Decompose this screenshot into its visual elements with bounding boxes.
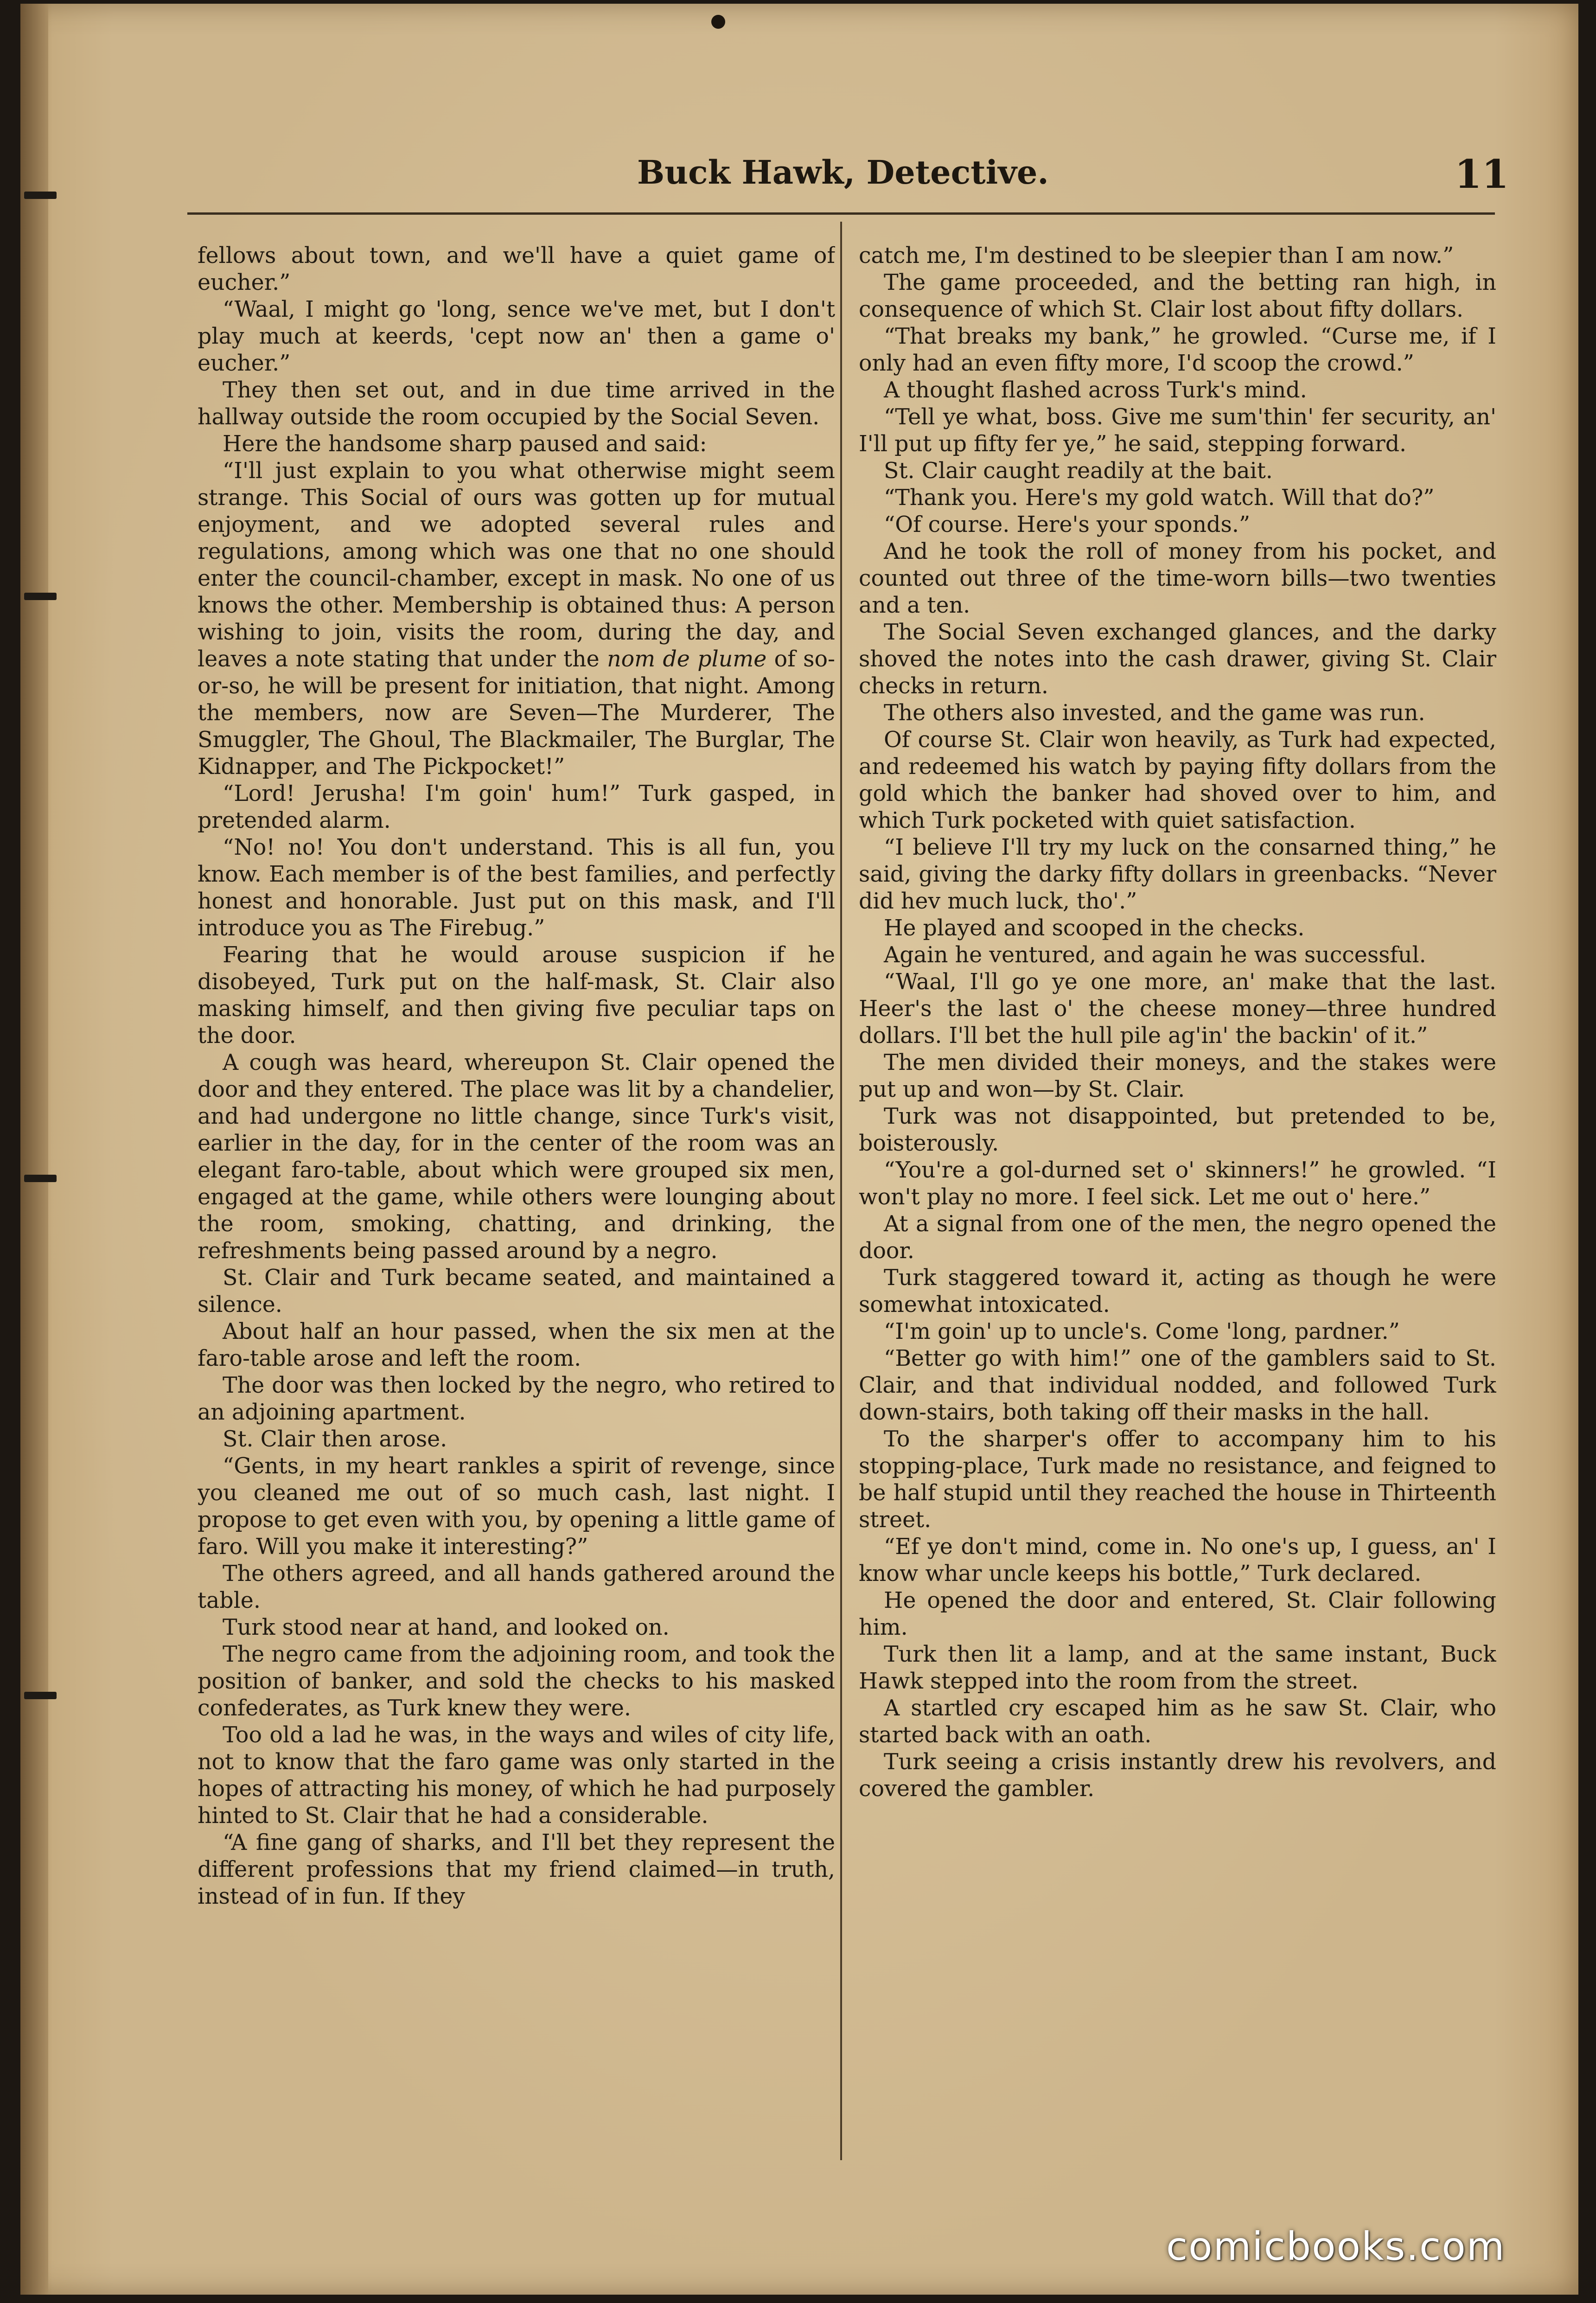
paragraph: A startled cry escaped him as he saw St. Clair, who started back with an oath.: [859, 1695, 1496, 1748]
paragraph: He opened the door and entered, St. Clair following him.: [859, 1588, 1496, 1640]
ink-spot: [711, 15, 725, 29]
paragraph: “Waal, I might go 'long, sence we've met, but I don't play much at keerds, 'cept now an' then a game o' eucher.”: [198, 297, 835, 376]
paragraph: catch me, I'm destined to be sleepier than I am now.”: [859, 243, 1454, 269]
paragraph: “You're a gol-durned set o' skinners!” he growled. “I won't play no more. I feel sick. Let me out o' here.”: [859, 1158, 1496, 1210]
paragraph: The Social Seven exchanged glances, and the darky shoved the notes into the cash drawer, giving St. Clair checks in return.: [859, 620, 1496, 699]
magazine-page: [20, 4, 1578, 2295]
paragraph: The door was then locked by the negro, who retired to an adjoining apartment.: [198, 1373, 835, 1425]
paragraph: Turk then lit a lamp, and at the same instant, Buck Hawk stepped into the room from the street.: [859, 1642, 1496, 1694]
paragraph: “I'm goin' up to uncle's. Come 'long, pardner.”: [884, 1319, 1400, 1344]
italic-phrase: nom de plume: [607, 646, 767, 672]
paragraph: St. Clair then arose.: [223, 1427, 447, 1452]
paragraph: The others agreed, and all hands gathered around the table.: [198, 1561, 835, 1613]
paragraph: “That breaks my bank,” he growled. “Curse me, if I only had an even fifty more, I'd scoop the crowd.”: [859, 324, 1496, 376]
staple-mark: [24, 192, 57, 199]
paragraph: Turk seeing a crisis instantly drew his revolvers, and covered the gambler.: [859, 1749, 1496, 1802]
paragraph: “Ef ye don't mind, come in. No one's up, I guess, an' I know whar uncle keeps his bottle,” Turk declared.: [859, 1534, 1496, 1587]
staple-mark: [24, 1692, 57, 1699]
paragraph: To the sharper's offer to accompany him to his stopping-place, Turk made no resistance, and feigned to be half stupid until they reached the house in Thirteenth street.: [859, 1427, 1496, 1533]
paragraph: The negro came from the adjoining room, and took the position of banker, and sold the checks to his masked confederates, as Turk knew they were.: [198, 1642, 835, 1721]
paragraph: Turk staggered toward it, acting as though he were somewhat intoxicated.: [859, 1265, 1496, 1318]
staple-mark: [24, 593, 57, 600]
page-spine: [20, 4, 48, 2295]
paragraph: Of course St. Clair won heavily, as Turk had expected, and redeemed his watch by paying fifty dollars from the gold which the banker had shoved over to him, and which Turk pocketed with quiet satisfaction.: [859, 727, 1496, 833]
paragraph: “I believe I'll try my luck on the consarned thing,” he said, giving the darky fifty dollars in greenbacks. “Never did hev much luck, tho'.”: [859, 835, 1496, 914]
paragraph: They then set out, and in due time arrived in the hallway outside the room occupied by the Social Seven.: [198, 377, 835, 430]
paragraph: fellows about town, and we'll have a quiet game of eucher.”: [198, 243, 835, 295]
paragraph: Turk was not disappointed, but pretended to be, boisterously.: [859, 1104, 1496, 1156]
paragraph: A cough was heard, whereupon St. Clair opened the door and they entered. The place was lit by a chandelier, and had undergone no little change, since Turk's visit, earlier in the day, for in the center of the room was an elegant faro-table, about which were grouped six men, engaged at the game, while others were lounging about the room, smoking, chatting, and drinking, the refreshments being passed around by a negro.: [198, 1050, 835, 1264]
paragraph: A thought flashed across Turk's mind.: [884, 377, 1307, 403]
paragraph: Fearing that he would arouse suspicion if he disobeyed, Turk put on the half-mask, St. Clair also masking himself, and then giving five peculiar taps on the door.: [198, 942, 835, 1049]
paragraph: Here the handsome sharp paused and said:: [223, 431, 707, 457]
text-column-left: [198, 243, 835, 2200]
paragraph: “Waal, I'll go ye one more, an' make that the last. Heer's the last o' the cheese money—three hundred dollars. I'll bet the hull pile ag'in' the backin' of it.”: [859, 969, 1496, 1049]
paragraph: He played and scooped in the checks.: [884, 915, 1305, 941]
paragraph: The men divided their moneys, and the stakes were put up and won—by St. Clair.: [859, 1050, 1496, 1102]
paragraph: “Thank you. Here's my gold watch. Will that do?”: [884, 485, 1435, 511]
running-title: Buck Hawk, Detective.: [637, 153, 1049, 192]
paragraph: “Gents, in my heart rankles a spirit of revenge, since you cleaned me out of so much cash, last night. I propose to get even with you, by opening a little game of faro. Will you make it interesting?”: [198, 1453, 835, 1560]
column-divider: [840, 222, 842, 2160]
text-column-right: [859, 243, 1496, 2200]
header-rule: [187, 212, 1495, 215]
paragraph: About half an hour passed, when the six men at the faro-table arose and left the room.: [198, 1319, 835, 1371]
page-number: 11: [1455, 151, 1509, 197]
paragraph: “Lord! Jerusha! I'm goin' hum!” Turk gasped, in pretended alarm.: [198, 781, 835, 833]
paragraph: “No! no! You don't understand. This is all fun, you know. Each member is of the best families, and perfectly honest and honorable. Just put on this mask, and I'll introduce you as The Firebug.”: [198, 835, 835, 941]
paragraph: St. Clair and Turk became seated, and maintained a silence.: [198, 1265, 835, 1318]
paragraph: “I'll just explain to you what otherwise might seem strange. This Social of ours was gotten up for mutual enjoyment, and we adopted several rules and regulations, among which was one that no one should enter the council-chamber, except in mask. No one of us knows the other. Membership is obtained thus: A person wishing to join, visits the room, during the day, and leaves a note stating that under the nom de plume of so-or-so, he will be present for initiation, that night. Among the members, now are Seven—The Murderer, The Smuggler, The Ghoul, The Blackmailer, The Burglar, The Kidnapper, and The Pickpocket!”: [198, 458, 835, 780]
paragraph: “Better go with him!” one of the gamblers said to St. Clair, and that individual nodded, and followed Turk down-stairs, both taking off their masks in the hall.: [859, 1346, 1496, 1425]
staple-mark: [24, 1175, 57, 1182]
paragraph: St. Clair caught readily at the bait.: [884, 458, 1273, 484]
paragraph: “Tell ye what, boss. Give me sum'thin' fer security, an' I'll put up fifty fer ye,” he said, stepping forward.: [859, 404, 1496, 457]
paragraph: Again he ventured, and again he was successful.: [884, 942, 1426, 968]
paragraph: Turk stood near at hand, and looked on.: [223, 1615, 670, 1640]
paragraph: Too old a lad he was, in the ways and wiles of city life, not to know that the faro game was only started in the hopes of attracting his money, of which he had purposely hinted to St. Clair that he had a considerable.: [198, 1722, 835, 1829]
paragraph: The others also invested, and the game was run.: [884, 700, 1425, 726]
paragraph: At a signal from one of the men, the negro opened the door.: [859, 1211, 1496, 1264]
paragraph: “A fine gang of sharks, and I'll bet they represent the different professions that my friend claimed—in truth, instead of in fun. If they: [198, 1830, 835, 1909]
paragraph: And he took the roll of money from his pocket, and counted out three of the time-worn bills—two twenties and a ten.: [859, 539, 1496, 618]
site-watermark: comicbooks.com: [1166, 2224, 1506, 2269]
paragraph: The game proceeded, and the betting ran high, in consequence of which St. Clair lost about fifty dollars.: [859, 270, 1496, 322]
paragraph: “Of course. Here's your sponds.”: [884, 512, 1251, 537]
